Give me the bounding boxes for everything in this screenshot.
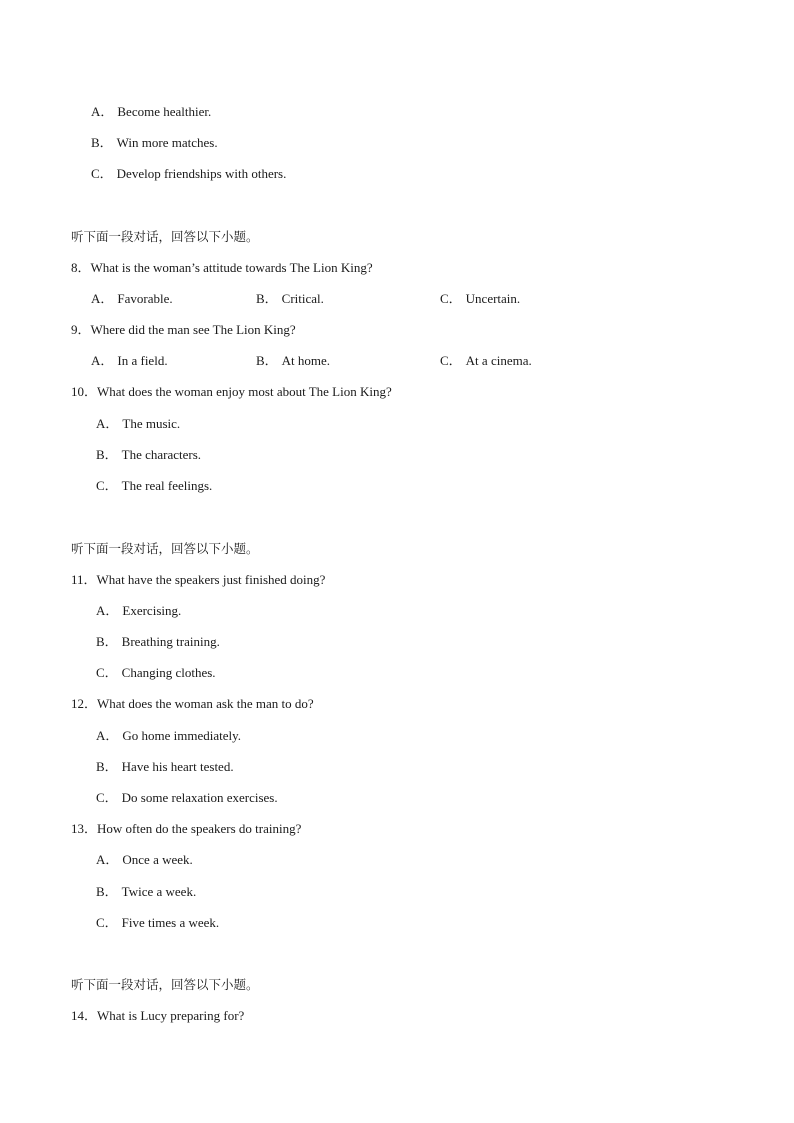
question-11 — [71, 572, 325, 588]
question-12 — [71, 696, 314, 712]
option-text: Develop friendships with others. — [116, 166, 287, 181]
option-c — [96, 790, 278, 806]
option-text: Go home immediately. — [122, 728, 242, 743]
question-text: What have the speakers just finished doing? — [96, 572, 326, 587]
option-text: Have his heart tested. — [121, 759, 234, 774]
option-b — [96, 759, 234, 775]
option-c — [96, 665, 216, 681]
option-text: At home. — [281, 353, 331, 368]
question-text: What is the woman’s attitude towards The Lion King? — [90, 260, 373, 275]
option-a — [91, 291, 173, 307]
question-14 — [71, 1008, 244, 1024]
option-text: Become healthier. — [117, 104, 212, 119]
option-letter: C． — [96, 665, 118, 680]
option-letter: C． — [91, 166, 113, 181]
option-letter: A． — [96, 416, 119, 431]
option-text: The music. — [122, 416, 181, 431]
option-a — [96, 852, 193, 868]
question-number: 14． — [71, 1008, 98, 1023]
question-number: 8． — [71, 260, 91, 275]
option-a — [96, 416, 180, 432]
question-8 — [71, 260, 373, 276]
option-letter: A． — [96, 728, 119, 743]
question-number: 10． — [71, 384, 98, 399]
option-letter: B． — [96, 634, 118, 649]
question-13 — [71, 821, 301, 837]
section-instruction: 听下面一段对话，回答以下小题。 — [71, 541, 259, 556]
option-text: At a cinema. — [465, 353, 532, 368]
option-b — [96, 447, 201, 463]
option-letter: C． — [96, 915, 118, 930]
option-letter: C． — [440, 353, 462, 368]
option-b — [256, 353, 330, 369]
question-text: What does the woman enjoy most about The Lion King? — [97, 384, 392, 399]
section-instruction: 听下面一段对话，回答以下小题。 — [71, 977, 259, 992]
question-10 — [71, 384, 392, 400]
option-text: Breathing training. — [121, 634, 220, 649]
option-letter: B． — [256, 291, 278, 306]
question-number: 9． — [71, 322, 91, 337]
option-letter: A． — [91, 291, 114, 306]
option-text: Exercising. — [122, 603, 182, 618]
option-letter: B． — [96, 759, 118, 774]
option-letter: A． — [96, 852, 119, 867]
question-number: 11． — [71, 572, 97, 587]
option-letter: C． — [440, 291, 462, 306]
option-b — [96, 884, 196, 900]
option-letter: A． — [91, 353, 114, 368]
option-letter: B． — [96, 884, 118, 899]
section-instruction: 听下面一段对话，回答以下小题。 — [71, 229, 259, 244]
option-text: Once a week. — [122, 852, 193, 867]
option-c — [440, 353, 532, 369]
option-letter: B． — [256, 353, 278, 368]
question-text: Where did the man see The Lion King? — [90, 322, 296, 337]
question-number: 12． — [71, 696, 98, 711]
option-c — [440, 291, 520, 307]
option-text: Twice a week. — [121, 884, 197, 899]
option-letter: B． — [91, 135, 113, 150]
question-text: What is Lucy preparing for? — [97, 1008, 245, 1023]
option-letter: C． — [96, 790, 118, 805]
option-a — [91, 353, 168, 369]
option-c — [96, 915, 219, 931]
question-9 — [71, 322, 296, 338]
option-letter: A． — [91, 104, 114, 119]
option-text: Do some relaxation exercises. — [121, 790, 278, 805]
option-b — [256, 291, 324, 307]
option-text: Win more matches. — [116, 135, 218, 150]
option-text: Five times a week. — [121, 915, 220, 930]
option-letter: C． — [96, 478, 118, 493]
option-text: In a field. — [117, 353, 168, 368]
option-text: Uncertain. — [465, 291, 521, 306]
option-text: The characters. — [121, 447, 202, 462]
question-number: 13． — [71, 821, 98, 836]
option-b — [91, 135, 218, 151]
question-text: How often do the speakers do training? — [97, 821, 302, 836]
option-a — [91, 104, 211, 120]
option-c — [96, 478, 212, 494]
option-letter: A． — [96, 603, 119, 618]
option-a — [96, 728, 241, 744]
option-text: Favorable. — [117, 291, 173, 306]
option-text: The real feelings. — [121, 478, 213, 493]
question-text: What does the woman ask the man to do? — [97, 696, 314, 711]
option-a — [96, 603, 181, 619]
option-text: Changing clothes. — [121, 665, 216, 680]
option-b — [96, 634, 220, 650]
option-c — [91, 166, 286, 182]
option-text: Critical. — [281, 291, 324, 306]
option-letter: B． — [96, 447, 118, 462]
